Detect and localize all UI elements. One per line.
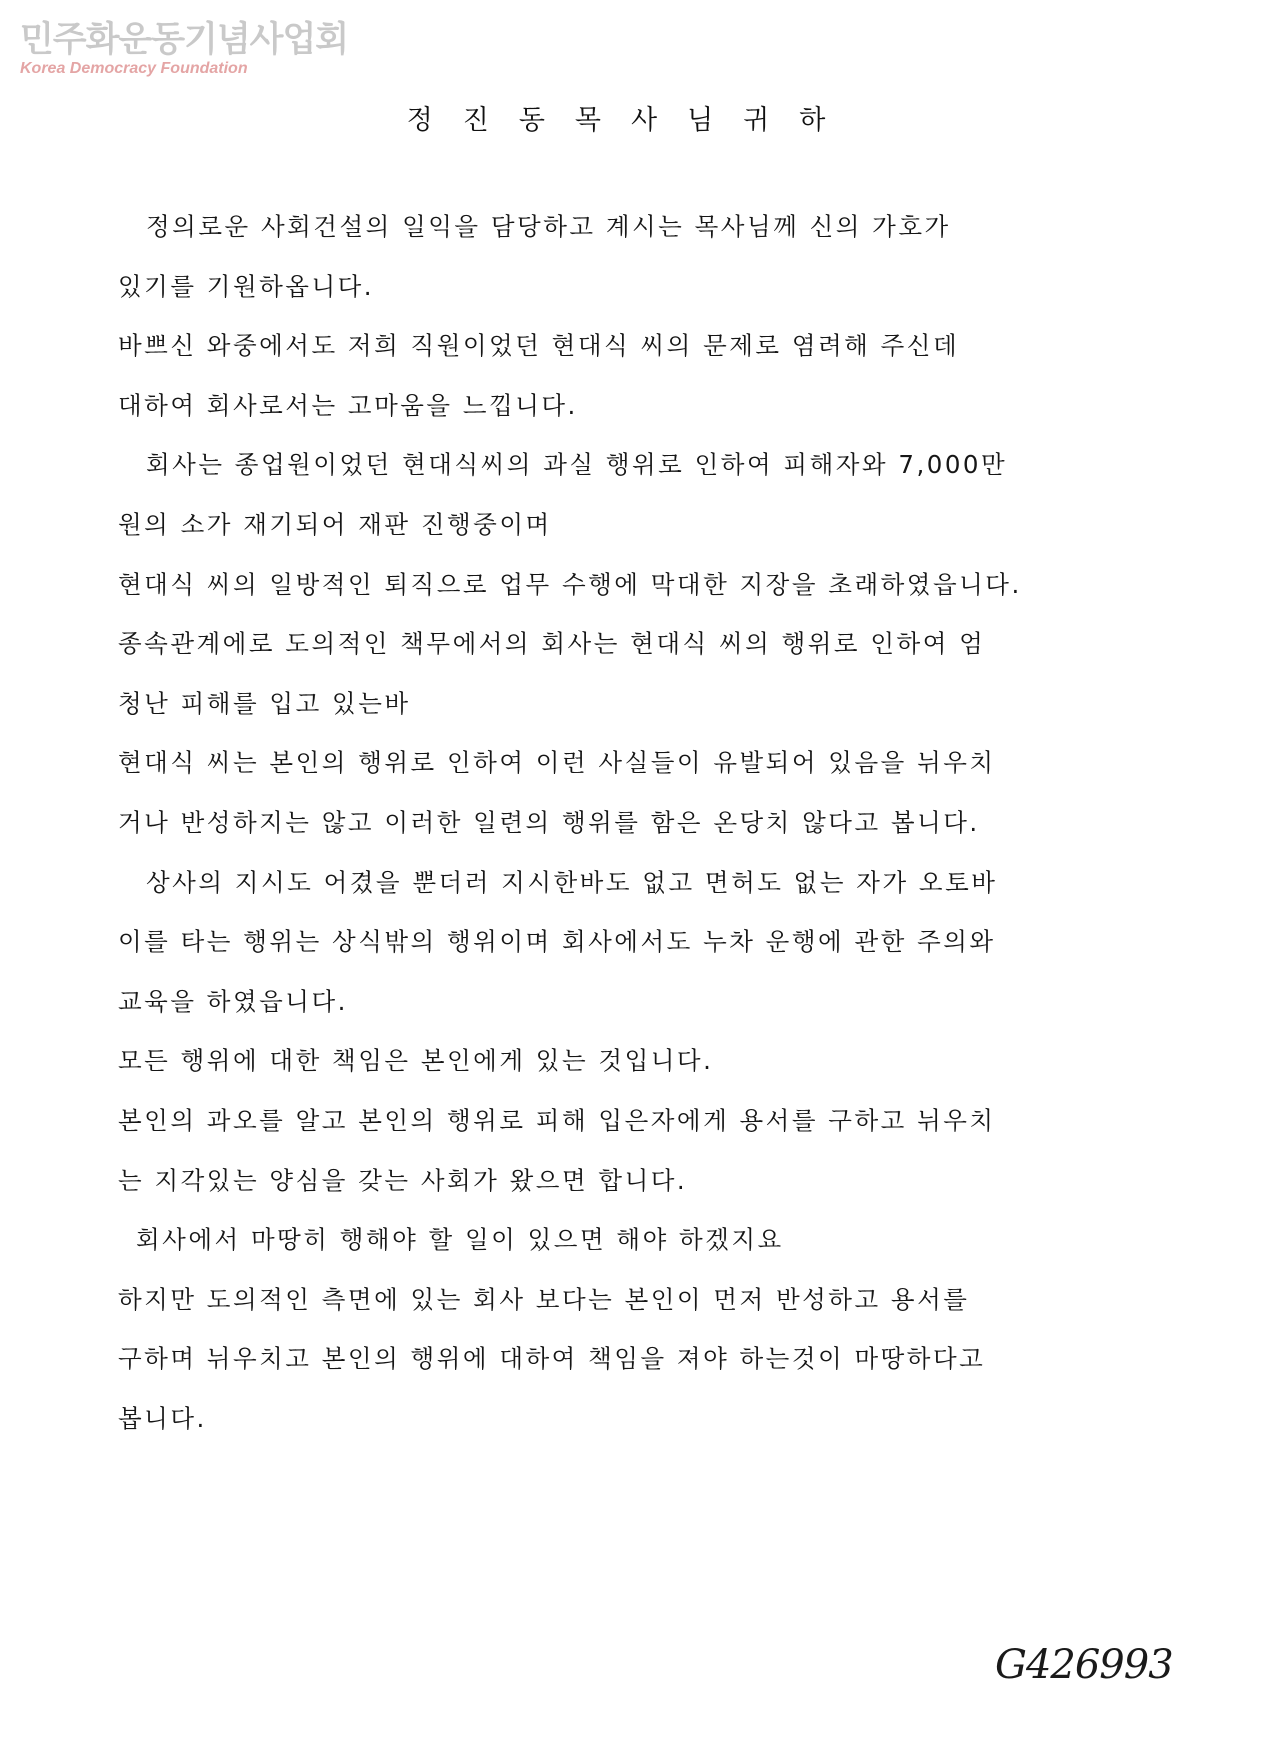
letter-line: 있기를 기원하옵니다. bbox=[118, 271, 375, 301]
letter-line: 하지만 도의적인 측면에 있는 회사 보다는 본인이 먼저 반성하고 용서를 bbox=[118, 1284, 970, 1314]
watermark-korean: 민주화운동기념사업회 bbox=[20, 20, 349, 60]
letter-line: 청난 피해를 입고 있는바 bbox=[118, 688, 411, 718]
letter-line: 거나 반성하지는 않고 이러한 일련의 행위를 함은 온당치 않다고 봅니다. bbox=[118, 807, 980, 837]
document-number: G426993 bbox=[995, 1642, 1173, 1688]
watermark-english: Korea Democracy Foundation bbox=[20, 60, 248, 77]
letter-line: 바쁘신 와중에서도 저희 직원이었던 현대식 씨의 문제로 염려해 주신데 bbox=[118, 331, 960, 361]
letter-line: 봅니다. bbox=[118, 1403, 207, 1433]
letter-line: 대하여 회사로서는 고마움을 느낍니다. bbox=[118, 390, 578, 420]
letter-line: 구하며 뉘우치고 본인의 행위에 대하여 책임을 져야 하는것이 마땅하다고 bbox=[118, 1344, 986, 1374]
foundation-watermark bbox=[20, 18, 349, 78]
letter-line: 정의로운 사회건설의 일익을 담당하고 계시는 목사님께 신의 가호가 bbox=[146, 212, 951, 241]
letter-line: 본인의 과오를 알고 본인의 행위로 피해 입은자에게 용서를 구하고 뉘우치 bbox=[118, 1105, 996, 1135]
letter-line: 현대식 씨는 본인의 행위로 인하여 이런 사실들이 유발되어 있음을 뉘우치 bbox=[118, 748, 996, 778]
letter-line: 교육을 하였읍니다. bbox=[118, 986, 348, 1016]
letter-line: 원의 소가 재기되어 재판 진행중이며 bbox=[118, 509, 552, 539]
letter-line: 상사의 지시도 어겼을 뿐더러 지시한바도 없고 면허도 없는 자가 오토바 bbox=[146, 867, 998, 897]
letter-line: 종속관계에로 도의적인 책무에서의 회사는 현대식 씨의 행위로 인하여 엄 bbox=[118, 629, 986, 659]
letter-line: 는 지각있는 양심을 갖는 사회가 왔으면 합니다. bbox=[118, 1165, 688, 1195]
letter-title: 정진동목사님귀하 bbox=[406, 105, 856, 136]
letter-body bbox=[118, 197, 1208, 1448]
letter-line: 회사는 종업원이었던 현대식씨의 과실 행위로 인하여 피해자와 7,000만 bbox=[146, 450, 1008, 480]
letter-line: 모든 행위에 대한 책임은 본인에게 있는 것입니다. bbox=[118, 1046, 714, 1076]
letter-line: 현대식 씨의 일방적인 퇴직으로 업무 수행에 막대한 지장을 초래하였읍니다. bbox=[118, 569, 1022, 599]
letter-line: 이를 타는 행위는 상식밖의 행위이며 회사에서도 누차 운행에 관한 주의와 bbox=[118, 927, 996, 957]
letter-line: 회사에서 마땅히 행해야 할 일이 있으면 해야 하겠지요 bbox=[136, 1225, 784, 1255]
